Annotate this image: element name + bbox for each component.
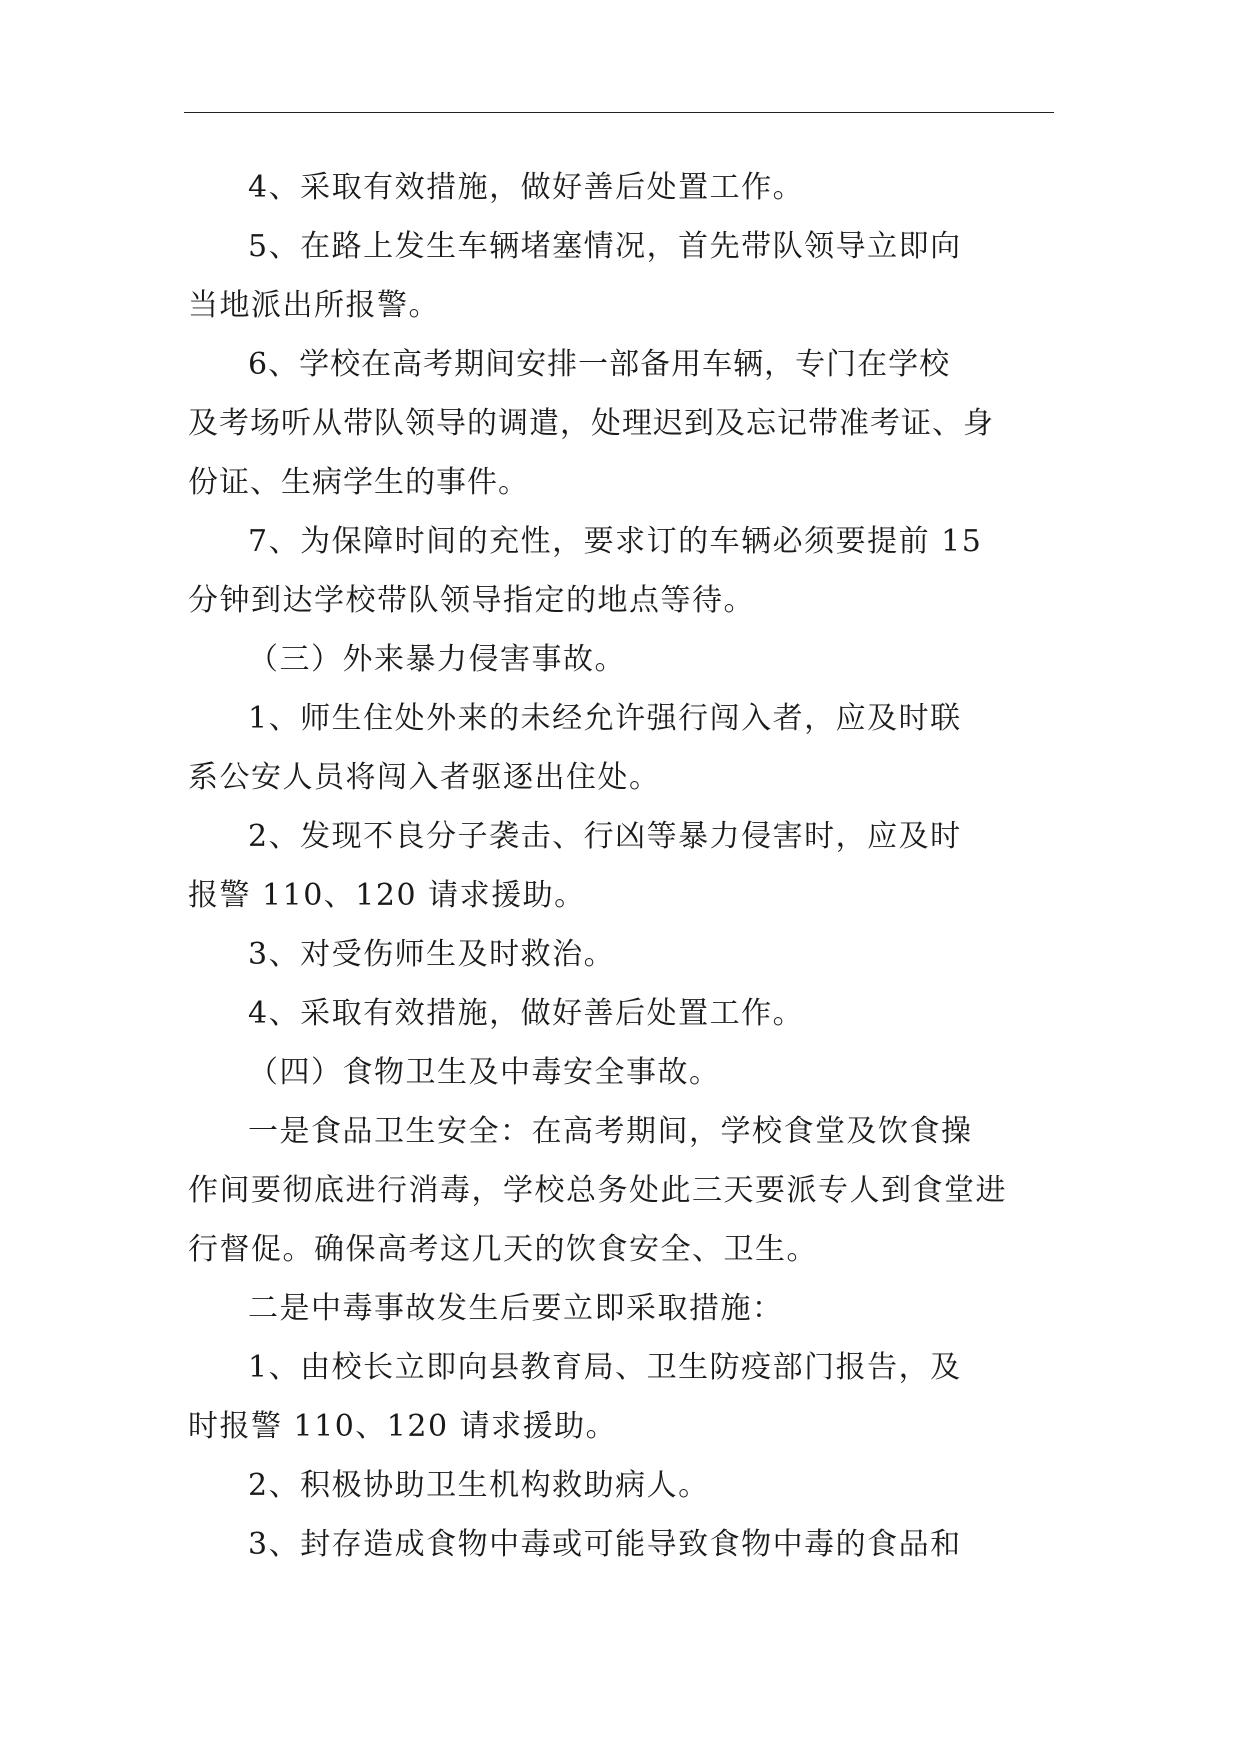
paragraph [188, 1338, 1058, 1456]
paragraph [188, 1279, 1058, 1338]
text-line: 4、采取有效措施，做好善后处置工作。 [248, 170, 805, 205]
text-line: 2、发现不良分子袭击、行凶等暴力侵害时，应及时 [248, 819, 962, 854]
text-line: 5、在路上发生车辆堵塞情况，首先带队领导立即向 [248, 229, 962, 264]
text-line: 二是中毒事故发生后要立即采取措施： [248, 1291, 784, 1326]
text-line: 4、采取有效措施，做好善后处置工作。 [248, 996, 805, 1031]
text-line: 报警 110、120 请求援助。 [188, 878, 586, 913]
paragraph [188, 925, 1058, 984]
text-line: 时报警 110、120 请求援助。 [188, 1409, 618, 1444]
header-rule [184, 112, 1054, 113]
text-line: 6、学校在高考期间安排一部备用车辆，专门在学校 [248, 347, 951, 382]
text-line: 3、对受伤师生及时救治。 [248, 937, 616, 972]
text-line: 份证、生病学生的事件。 [188, 465, 529, 500]
text-line: 7、为保障时间的充性，要求订的车辆必须要提前 15 [248, 524, 983, 559]
paragraph [188, 689, 1058, 807]
text-line: 1、师生住处外来的未经允许强行闯入者，应及时联 [248, 701, 962, 736]
paragraph [188, 807, 1058, 925]
text-line: 行督促。确保高考这几天的饮食安全、卫生。 [188, 1232, 818, 1267]
text-line: 当地派出所报警。 [188, 288, 440, 323]
text-line: 1、由校长立即向县教育局、卫生防疫部门报告，及 [248, 1350, 962, 1385]
text-line: 2、积极协助卫生机构救助病人。 [248, 1468, 710, 1503]
document-body [188, 158, 1058, 1574]
text-line: 3、封存造成食物中毒或可能导致食物中毒的食品和 [248, 1527, 962, 1562]
section-heading [188, 1043, 1058, 1102]
paragraph [188, 1456, 1058, 1515]
paragraph [188, 512, 1058, 630]
section-heading [188, 630, 1058, 689]
paragraph [188, 217, 1058, 335]
text-line: 系公安人员将闯入者驱逐出住处。 [188, 760, 661, 795]
text-line: （四）食物卫生及中毒安全事故。 [248, 1055, 721, 1090]
paragraph [188, 335, 1058, 512]
paragraph [188, 1515, 1058, 1574]
text-line: 一是食品卫生安全：在高考期间，学校食堂及饮食操 [248, 1114, 973, 1149]
paragraph [188, 984, 1058, 1043]
paragraph [188, 1102, 1058, 1279]
text-line: 及考场听从带队领导的调遣，处理迟到及忘记带准考证、身 [188, 406, 994, 441]
text-line: 分钟到达学校带队领导指定的地点等待。 [188, 583, 755, 618]
text-line: （三）外来暴力侵害事故。 [248, 642, 626, 677]
text-line: 作间要彻底进行消毒，学校总务处此三天要派专人到食堂进 [188, 1173, 1007, 1208]
paragraph [188, 158, 1058, 217]
